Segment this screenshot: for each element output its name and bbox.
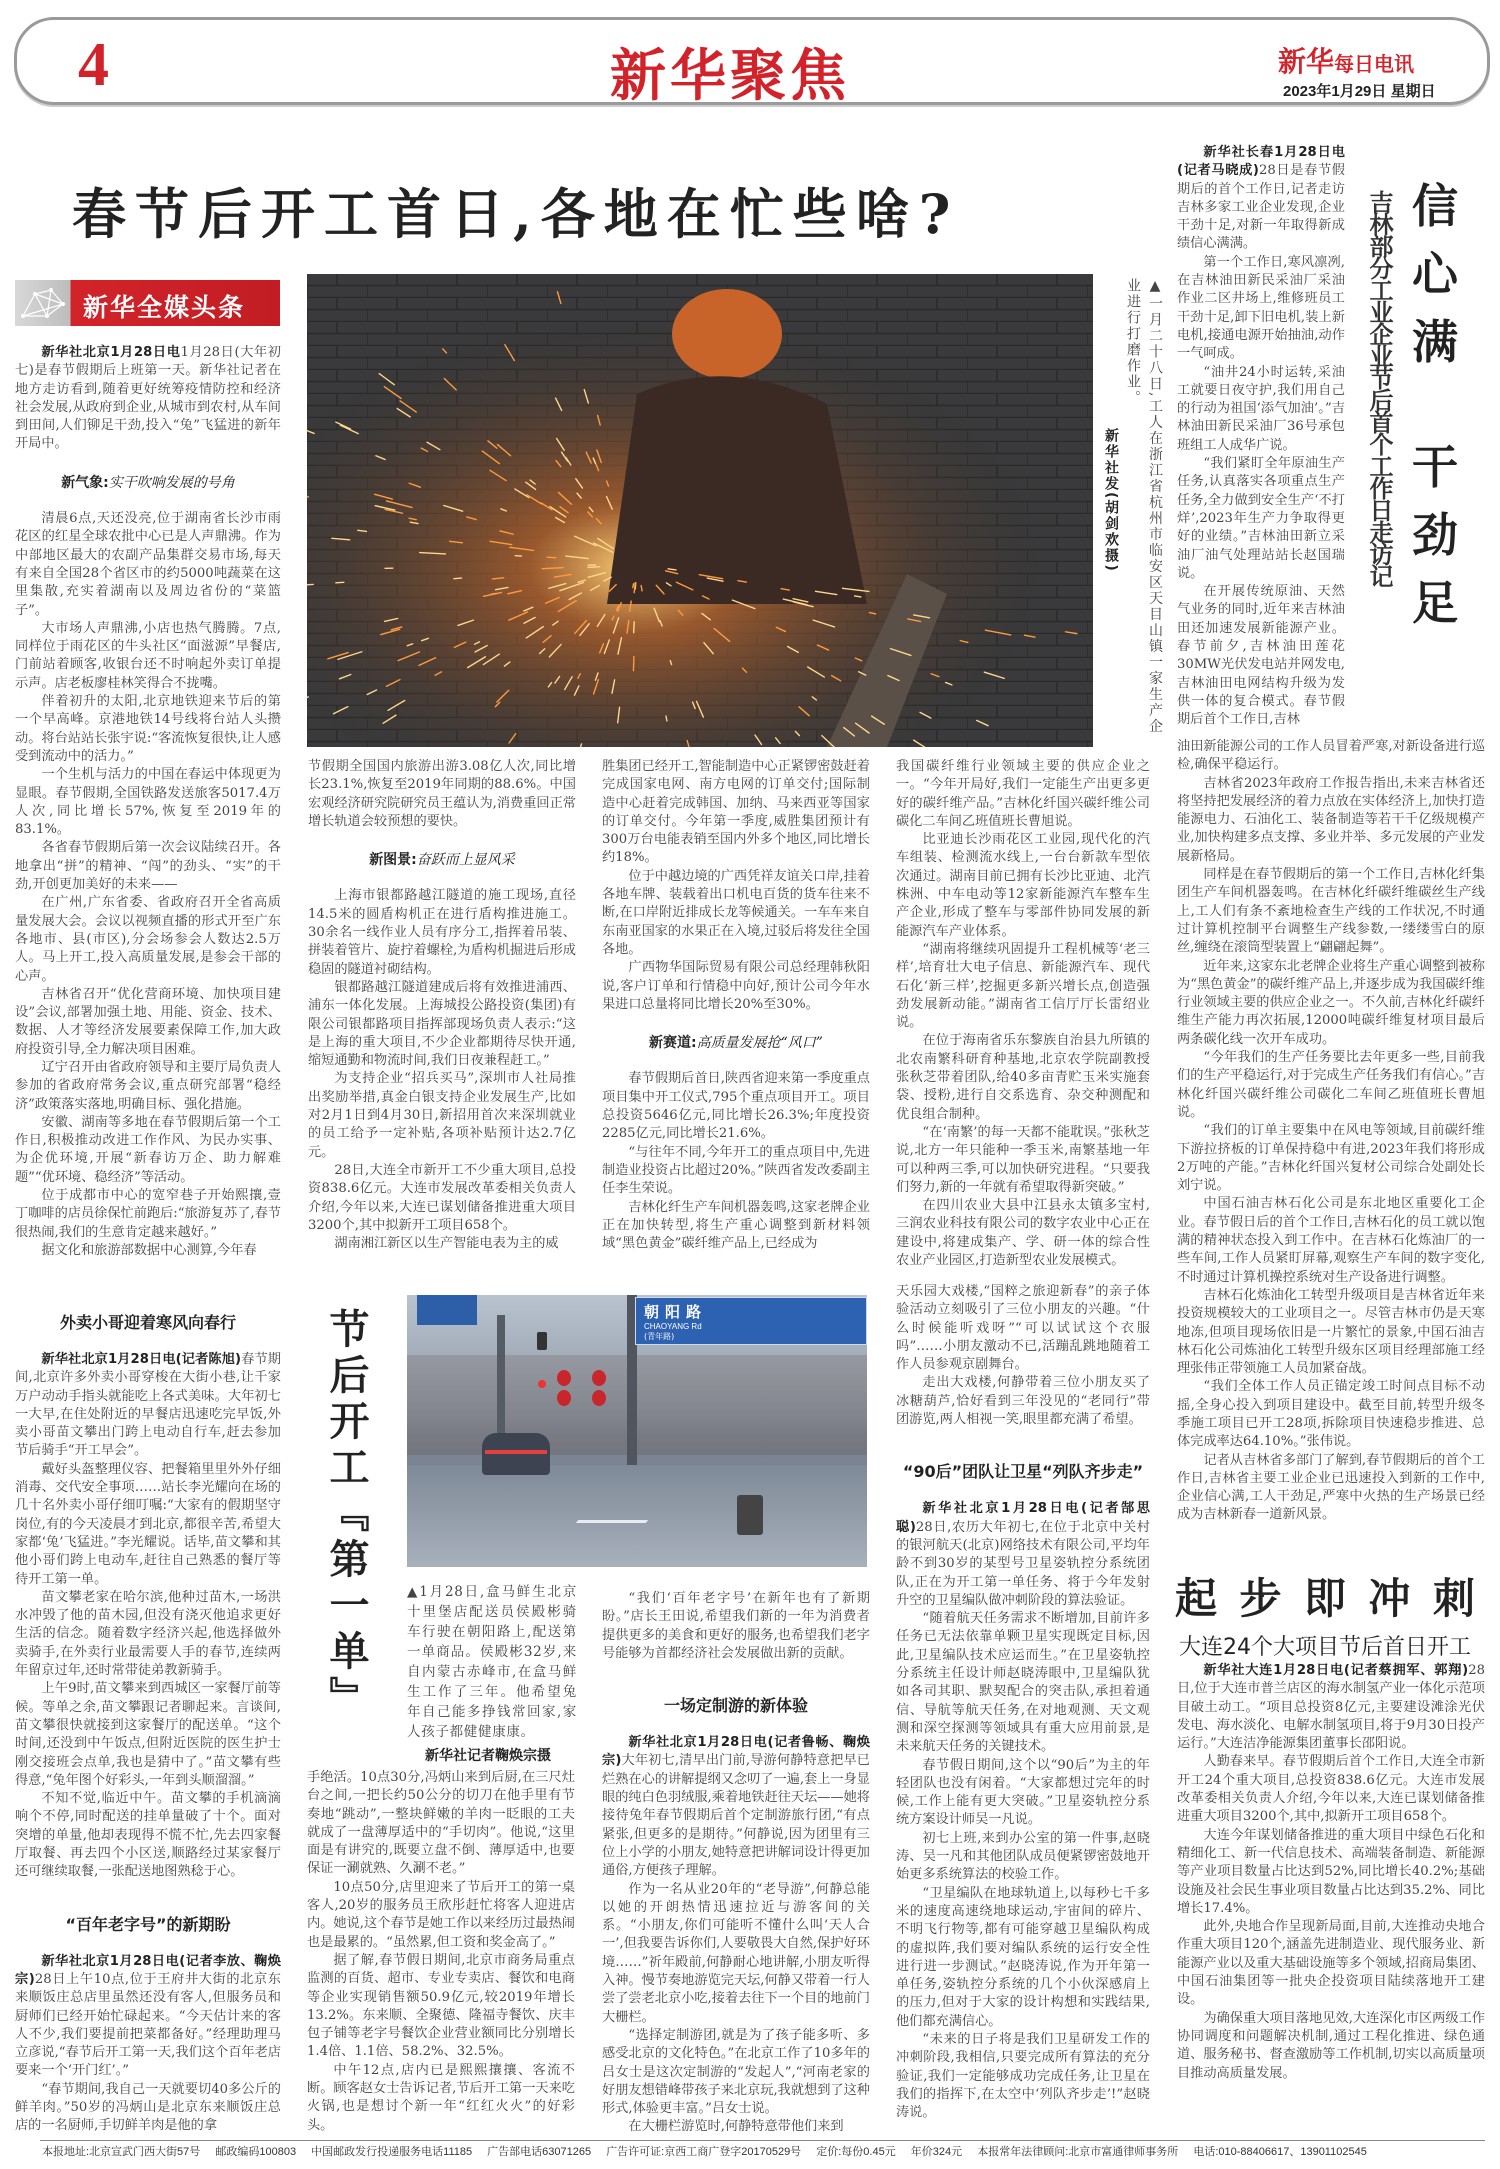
paragraph: 不知不觉,临近中午。苗文攀的手机滴滴响个不停,同时配送的挂单量破了十个。面对突增的单量,他却表现得不慌不忙,先去四家餐厅取餐、再去四个小区送,顺路经过某家餐厅还可继续取餐,一张配送地图熟稔于心。	[15, 1791, 281, 1880]
footer-item: 年价324元	[910, 2146, 963, 2158]
paragraph-text: 28日,位于大连市普兰店区的海水制氢产业一体化示范项目破土动工。“项目总投资8亿元,主要建设滩涂光伏发电、海水淡化、电解水制氢项目,将于9月30日投产运行。”大连洁净能源集团董事长邵阳说。	[1177, 1663, 1485, 1752]
spark	[454, 578, 462, 579]
network-globe-icon	[21, 286, 65, 320]
dalian-article-body	[1177, 1662, 1485, 2083]
article-heading: “90后”团队让卫星“列队齐步走”	[902, 1462, 1144, 1482]
paragraph: “卫星编队在地球轨道上,以每秒七千多米的速度高速绕地球运动,宇宙间的碎片、不明飞行物等,都有可能穿越卫星编队构成的虚拟阵,我们要对编队系统的运行安全性进行进一步测试。”赵晓涛说,作为开年第一单任务,姿轨控分系统的几个小伙深感肩上的压力,但对于大家的设计构想和实践结果,他们都充满信心。	[896, 1885, 1150, 2029]
footer-divider	[40, 2140, 1485, 2141]
section-subheading	[308, 851, 576, 869]
footer-item: 中国邮政发行投递服务电话11185	[311, 2146, 473, 2158]
subheading-text: 高质量发展抢“风口”	[696, 1035, 823, 1052]
paragraph-text: 1月28日(大年初七)是春节假期后上班第一天。新华社记者在地方走访看到,随着更好统筹疫情防控和经济社会发展,从政府到企业,从城市到农村,从车间到田间,人们铆足干劲,投入“兔”飞猛进的新年开局中。	[15, 345, 281, 452]
logo-brand: 新华	[1278, 45, 1335, 78]
main-article-column-4	[896, 758, 1150, 1270]
main-article-column-2	[308, 758, 576, 1253]
paragraph: 在四川农业大县中江县永太镇多宝村,三润农业科技有限公司的数字农业中心正在建设中,将建成集产、学、研一体的综合性农业产业园区,打造新型农业发展模式。	[896, 1198, 1150, 1269]
section-subheading	[15, 474, 281, 492]
spark	[634, 583, 635, 593]
footer-item: 定价:每份0.45元	[816, 2146, 896, 2158]
paragraph: “与往年不同,今年开工的重点项目中,先进制造业投资占比超过20%。”陕西省发改委副主任李生荣说。	[602, 1144, 870, 1197]
dalian-article-subtitle: 大连24个大项目节后首日开工	[1179, 1635, 1471, 1660]
article-heading: 一场定制游的新体验	[663, 1696, 808, 1716]
delivery-rider-icon	[737, 1495, 763, 1535]
photo-delivery-rider-chaoyang-road	[407, 1295, 867, 1567]
title-char: 满	[1412, 315, 1458, 369]
banner-label: 新华全媒头条	[83, 293, 246, 322]
lead-paragraph	[896, 1500, 1150, 1610]
spark	[855, 596, 861, 597]
paragraph-text: 胜集团已经开工,智能制造中心正紧锣密鼓赶着完成国家电网、南方电网的订单交付;国际制造中心赶着完成韩国、加纳、马来西亚等国家的订单交付。今年第一季度,威胜集团预计有300万台电能表销至国内外多个地区,同比增长约18%。	[602, 759, 870, 866]
paragraph: 第一个工作日,寒风凛冽,在吉林油田新民采油厂采油作业二区井场上,维修班员工干劲十足,卸下旧电机,装上新电机,接通电源开始抽油,动作一气呵成。	[1177, 254, 1345, 362]
paragraph-text: 天乐园大戏楼,“国粹之旅迎新春”的亲子体验活动立刻吸引了三位小朋友的兴趣。“什么时候能听戏呀”“可以试试这个衣服吗”……小朋友激动不已,活蹦乱跳地随着工作人员参观京剧舞台。	[896, 1284, 1150, 1373]
title-char: 劲	[1412, 508, 1458, 562]
dateline: 新华社北京1月28日电(记者鲁畅、鞠焕宗)	[602, 1735, 870, 1769]
first-order-column-2	[307, 1769, 575, 2135]
paragraph	[308, 758, 576, 831]
paragraph	[896, 758, 1150, 831]
paragraph: 春节假期后首日,陕西省迎来第一季度重点项目集中开工仪式,795个重点项目开工。项目总投资5646亿元,同比增长26.3%;年度投资2285亿元,同比增长21.6%。	[602, 1071, 870, 1142]
paragraph: 伴着初升的太阳,北京地铁迎来节后的第一个早高峰。京港地铁14号线将台站人头攒动。将台站站长张宇说:“客流恢复很快,让人感受到流动中的活力。”	[15, 694, 281, 764]
section-subheading	[602, 1034, 870, 1052]
paragraph: 10点50分,店里迎来了节后开工的第一桌客人,20岁的服务员王欣彤赶忙将客人迎进店内。她说,这个春节是她工作以来经历过最热闹也是最累的。“虽然累,但工资和奖金高了。”	[307, 1879, 575, 1950]
title-char: 刺	[1432, 1574, 1475, 1623]
paragraph: 苗文攀老家在哈尔滨,他种过苗木,一场洪水冲毁了他的苗木园,但没有浇灭他追求更好生活的信念。随着数字经济兴起,他选择做外卖骑手,在外卖行业最需要人手的春节,连续两年留京过年,还时常带徒弟教新骑手。	[15, 1589, 281, 1679]
road-sign-english: CHAOYANG Rd	[644, 1322, 702, 1331]
paragraph: “在‘南繁’的每一天都不能耽误。”张秋芝说,北方一年只能种一季玉米,南繁基地一年可以种两三季,可以加快研究进程。“只要我们努力,新的一年就有希望取得新突破。”	[896, 1124, 1150, 1195]
dalian-article-title	[1175, 1566, 1475, 1626]
footer-item: 本报常年法律顾问:北京市富通律师事务所	[977, 2146, 1179, 2158]
first-order-column-3	[602, 1590, 870, 2137]
spark	[633, 584, 634, 588]
paragraph: 为确保重大项目落地见效,大连深化市区两级工作协同调度和问题解决机制,通过工程化推进、绿色通道、服务秘书、督查激励等工作机制,切实以高质量项目推动高质量发展。	[1177, 2010, 1485, 2081]
dateline: 新华社长春1月28日电(记者马晓成)	[1177, 145, 1345, 179]
page-headline: 春节后开工首日,各地在忙些啥?	[72, 182, 960, 246]
subheading-text: 奋跃而上显风采	[416, 852, 515, 869]
logo-name: 每日电讯	[1334, 52, 1415, 76]
lead-paragraph	[15, 1351, 281, 1461]
dateline: 新华社大连1月28日电(记者蔡拥军、郭翔)	[1203, 1663, 1469, 1678]
paragraph: 辽宁召开由省政府领导和主要厅局负责人参加的省政府常务会议,重点研究部署“稳经济”政策落实落地,明确目标、强化措施。	[15, 1059, 281, 1112]
paragraph-text: 28日是春节假期后的首个工作日,记者走访吉林多家工业企业发现,企业干劲十足,对新一年取得新成绩信心满满。	[1177, 163, 1345, 252]
footer-item: 本报地址:北京宣武门西大街57号	[42, 2146, 201, 2158]
paragraph: “油井24小时运转,采油工就要日夜守护,我们用自己的行动为祖国‘添气加油’。”吉林油田新民采油厂36号承包班组工人成华广说。	[1177, 364, 1345, 453]
paragraph: 安徽、湖南等多地在春节假期后第一个工作日,积极推动改进工作作风、为民办实事、为企优环境,开展“新春访万企、助力解难题”“优环境、稳经济”等活动。	[15, 1114, 281, 1185]
paragraph: 吉林石化炼油化工转型升级项目是吉林省近年来投资规模较大的工业项目之一。尽管吉林市仍是天寒地冻,但项目现场依旧是一片繁忙的景象,中国石油吉林石化公司炼油化工转型升级东区项目经理部施工经理张伟正带领施工人员加紧奋战。	[1177, 1287, 1485, 1377]
road-sign	[635, 1297, 867, 1345]
road-sign-name: 朝阳路	[644, 1303, 708, 1321]
paragraph: 在大栅栏游览时,何静特意带他们来到	[628, 2119, 844, 2135]
paragraph: 大连今年谋划储备推进的重大项目中绿色石化和精细化工、新一代信息技术、高端装备制造、新能源等产业项目数量占比达到52%,同比增长40.2%;基础设施及社会民生事业项目数量占比达到35.2%、同比增长17.4%。	[1177, 1827, 1485, 1916]
paragraph: 各省春节假期后第一次会议陆续召开。各地拿出“拼”的精神、“闯”的劲头、“实”的干劲,开创更加美好的未来——	[15, 840, 281, 893]
lead-paragraph	[1177, 1662, 1485, 1753]
worker-body	[607, 376, 867, 604]
issue-date: 2023年1月29日 星期日	[1283, 83, 1436, 100]
paragraph: 湖南湘江新区以生产智能电表为主的威	[334, 1236, 559, 1252]
main-article-column-1	[15, 344, 281, 1260]
paragraph: “我们全体工作人员正锚定竣工时间点目标不动摇,全身心投入到项目建设中。截至目前,转型升级冬季施工项目已开工28项,拆除项目快速稳步推进、总体完成率达64.10%。”张伟说。	[1177, 1379, 1485, 1450]
paragraph: “湖南将继续巩固提升工程机械等‘老三样’,培育壮大电子信息、新能源汽车、现代石化‘新三样’,挖掘更多新兴增长点,创造强劲发展新动能。”湖南省工信厅厅长雷绍业说。	[896, 941, 1150, 1031]
paragraph: 比亚迪长沙雨花区工业园,现代化的汽车组装、检测流水线上,一台台新款车型依次通过。湖南目前已拥有长沙比亚迪、北汽株洲、中车电动等12家新能源汽车整车生产企业,形成了整车与零部件协同发展的新能源汽车产业体系。	[896, 832, 1150, 939]
jilin-article-wide-column	[1177, 738, 1485, 1525]
title-char: 足	[1412, 576, 1458, 630]
paragraph-text: 28日上午10点,位于王府井大街的北京东来顺饭庄总店里虽然还没有客人,但服务员和厨师们已经开始忙碌起来。“今天估计来的客人不少,我们要提前把菜都备好。”经理助理马立彦说,“春节后开工第一天,我们这个百年老店要来一个‘开门红’。”	[15, 1971, 281, 2079]
paragraph	[896, 1283, 1150, 1374]
footer-item: 邮政编码100803	[215, 2146, 297, 2158]
paragraph-text: 油田新能源公司的工作人员冒着严寒,对新设备进行巡检,确保平稳运行。	[1177, 739, 1485, 773]
section-title: 新华聚焦	[610, 43, 850, 109]
lead-paragraph	[15, 1953, 281, 2081]
spark	[588, 567, 600, 568]
road-sign-sub: (青年路)	[644, 1332, 675, 1341]
footer-imprint	[42, 2145, 1487, 2159]
paragraph: 走出大戏楼,何静带着三位小朋友买了冰糖葫芦,恰好看到三年没见的“老同行”带团游览,两人相视一笑,眼里都充满了希望。	[896, 1375, 1150, 1428]
main-article-column-3	[602, 758, 870, 1253]
article-heading: “百年老字号”的新期盼	[65, 1914, 231, 1934]
paragraph: 位于成都市中心的宽窄巷子开始熙攘,壹丁咖啡的店员徐保忙前跑后:“旅游复苏了,春节很热闹,我们的生意肯定越来越好。”	[15, 1188, 281, 1240]
worker-helmet	[672, 289, 782, 379]
dateline: 新华社北京1月28日电(记者李放、鞠焕宗)	[15, 1953, 281, 1987]
spark	[666, 716, 667, 721]
photo1-credit: 新华社发(胡剑欢摄)	[1103, 428, 1119, 573]
paragraph: 在位于海南省乐东黎族自治县九所镇的北农南繁科研育种基地,北京农学院副教授张秋芝带着团队,给40多亩青贮玉米实施套袋、授粉,进行自交系选育、杂交种测配和优良组合制种。	[896, 1033, 1150, 1122]
photo1-caption	[1100, 278, 1166, 748]
paragraph: 银都路越江隧道建成后将有效推进浦西、浦东一体化发展。上海城投公路投资(集团)有限公司银都路项目指挥部现场负责人表示:“这是上海的重大项目,不少企业都期待尽快开通,缩短通勤和物流时间,我们日夜兼程赶工。”	[308, 979, 576, 1069]
first-order-column-4	[896, 1283, 1150, 2122]
paragraph: 初七上班,来到办公室的第一件事,赵晓涛、吴一凡和其他团队成员便紧锣密鼓地开始更多系统算法的校验工作。	[896, 1830, 1150, 1883]
jilin-article-subtitle: 吉林部分工业企业节后首个工作日走访记	[1365, 190, 1393, 586]
paragraph: “未来的日子将是我们卫星研发工作的冲刺阶段,我相信,只要完成所有算法的充分验证,我们一定能够成功完成任务,让卫星在我们的指挥下,在太空中‘列队齐步走’!”赵晓涛说。	[896, 2031, 1150, 2121]
lead-paragraph	[1177, 144, 1345, 254]
paragraph-text: 春节期间,北京许多外卖小哥穿梭在大街小巷,让千家万户动动手指头就能吃上各式美味。大年初七一大早,在住处附近的早餐店迅速吃完早饭,外卖小哥苗文攀出门跨上电动自行车,赶去参加节后骑手“开工早会”。	[15, 1352, 281, 1459]
traffic-light-icon	[537, 1332, 547, 1350]
dateline: 新华社北京1月28日电	[41, 345, 181, 360]
paragraph: 记者从吉林省多部门了解到,春节假期后的首个工作日,吉林省主要工业企业已迅速投入到新的工作中,企业信心满,工人干劲足,严寒中火热的生产场景已经成为吉林新春一道新风景。	[1177, 1452, 1485, 1523]
paragraph	[602, 758, 870, 868]
paragraph: 清晨6点,天还没亮,位于湖南省长沙市雨花区的红星全球农批中心已是人声鼎沸。作为中部地区最大的农副产品集群交易市场,每天有来自全国28个省区市的约5000吨蔬菜在这里集散,充实着湖南以及周边省份的“菜篮子”。	[15, 511, 281, 618]
paragraph: 人勤春来早。春节假期后首个工作日,大连全市新开工24个重大项目,总投资838.6亿元。大连市发展改革委相关负责人介绍,今年以来,大连已谋划储备推进重大项目3200个,其中,拟新开工项目658个。	[1177, 1754, 1485, 1825]
subheading-label: 新气象:	[61, 474, 109, 491]
paragraph: 在开展传统原油、天然气业务的同时,近年来吉林油田还加速发展新能源产业。春节前夕,吉林油田莲花30MW光伏发电站并网发电,吉林油田电网结构升级为发供一体的复合模式。春节假期后首个工作日,吉林	[1177, 584, 1345, 728]
title-char: 信	[1412, 179, 1458, 233]
first-order-section-title: 节后开工『第一单』	[323, 1308, 370, 1722]
paragraph: 吉林化纤生产车间机器轰鸣,这家老牌企业正在加快转型,将生产重心调整到新材料领域“黑色黄金”碳纤维产品上,已经成为	[602, 1199, 870, 1252]
media-banner	[15, 280, 280, 326]
page-number: 4	[78, 31, 109, 99]
dateline: 新华社北京1月28日电(记者陈旭)	[41, 1352, 242, 1367]
spark	[547, 557, 556, 558]
paragraph: “我们紧盯全年原油生产任务,认真落实各项重点生产任务,全力做到安全生产‘不打烊’,2023年生产力争取得更好的业绩。”吉林油田新立采油厂油气处理站站长赵国瑞说。	[1177, 456, 1345, 581]
paragraph: 一个生机与活力的中国在春运中体现更为显眼。春节假期,全国铁路发送旅客5017.4万人次,同比增长57%,恢复至2019年的83.1%。	[15, 767, 281, 838]
paragraph: 吉林省2023年政府工作报告指出,未来吉林省还将坚持把发展经济的着力点放在实体经济上,加快打造能源电力、石油化工、装备制造等若干千亿级规模产业,加快构建多点支撑、多业并举、多元发展的产业发展新格局。	[1177, 775, 1485, 864]
newspaper-logo	[1278, 40, 1414, 80]
subheading-label: 新赛道:	[649, 1035, 697, 1052]
paragraph: 为支持企业“招兵买马”,深圳市人社局推出奖励举措,真金白银支持企业发展生产,比如对2月1日到4月30日,新招用首次来深圳就业的员工给予一定补贴,各项补贴预计达2.7亿元。	[308, 1071, 576, 1160]
title-char: 步	[1239, 1574, 1282, 1623]
paragraph: 28日,大连全市新开工不少重大项目,总投资838.6亿元。大连市发展改革委相关负责人介绍,今年以来,大连已谋划储备推进重大项目3200个,其中拟新开工项目658个。	[308, 1162, 576, 1233]
paragraph: 上午9时,苗文攀来到西城区一家餐厅前等候。等单之余,苗文攀跟记者聊起来。言谈间,苗文攀很快就接到这家餐厅的配送单。“这个时间,还没到中午饭点,但附近医院的医生护士刚交接班会点单,我也是猜中了。”苗文攀有些得意,“兔年图个好彩头,一年到头顺溜溜。”	[15, 1681, 281, 1788]
paragraph: 作为一名从业20年的“老导游”,何静总能以她的开朗热情迅速拉近与游客间的关系。“小朋友,你们可能听不懂什么叫‘天人合一’,但我要告诉你们,人要敬畏大自然,保护好环境……”祈年殿前,何静耐心地讲解,小朋友听得入神。慢节奏地游览完天坛,何静又带着一行人尝了尝老北京小吃,接着去往下一个目的地前门大栅栏。	[602, 1881, 870, 2025]
paragraph: “我们‘百年老字号’在新年也有了新期盼。”店长王田说,希望我们新的一年为消费者提供更多的美食和更好的服务,也希望我们老字号能够为首都经济社会发展做出新的贡献。	[602, 1591, 870, 1661]
paragraph: 吉林省召开“优化营商环境、加快项目建设”会议,部署加强土地、用能、资金、技术、数据、人才等经济发展要素保障工作,加大政府投资引导,全力解决项目困难。	[15, 986, 281, 1057]
paragraph: “随着航天任务需求不断增加,目前许多任务已无法依靠单颗卫星实现既定目标,因此,卫星编队技术应运而生。”在卫星姿轨控分系统主任设计师赵晓涛眼中,卫星编队犹如各司其职、默契配合的突击队,承担着通信、导航等航天任务,在对地观测、天文观测和深空探测等领域具有重大应用前景,是未来航天任务的关键技术。	[896, 1611, 1150, 1755]
car-icon	[482, 1433, 550, 1475]
title-char: 冲	[1368, 1574, 1411, 1623]
paragraph: 大市场人声鼎沸,小店也热气腾腾。7点,同样位于雨花区的牛头社区“面滋源”早餐店,门前站着顾客,收银台还不时响起外卖订单提示声。店老板廖桂林笑得合不拢嘴。	[15, 620, 281, 691]
photo2-credit: 新华社记者鞠焕宗摄	[425, 1748, 551, 1764]
paragraph: “我们的订单主要集中在风电等领域,目前碳纤维下游拉挤板的订单保持稳中有进,2023年我们将形成2万吨的产能。”吉林化纤国兴复材公司综合处副处长刘宁说。	[1177, 1123, 1485, 1194]
paragraph: 同样是在春节假期后的第一个工作日,吉林化纤集团生产车间机器轰鸣。在吉林化纤碳纤维碳丝生产线上,工人们有条不紊地检查生产线的工作状况,不时通过计算机控制平台调整生产线参数,一缕缕雪白的原丝,缠绕在滚筒型装置上“翩翩起舞”。	[1177, 867, 1485, 956]
dateline: 新华社北京1月28日电(记者郜思聪)	[896, 1501, 1150, 1535]
footer-item: 广告部电话63071265	[487, 2146, 592, 2158]
lead-paragraph	[602, 1734, 870, 1880]
jilin-article-narrow-column	[1177, 144, 1345, 730]
photo2-caption: ▲1月28日,盒马鲜生北京十里堡店配送员侯殿彬骑车行驶在朝阳路上,配送第一单商品。侯殿彬32岁,来自内蒙古赤峰市,在盒马鲜生工作了三年。他希望兔年自己能多挣钱常回家,家人孩子都健健康康。	[407, 1584, 577, 1740]
paragraph: 中国石油吉林石化公司是东北地区重要化工企业。春节假日后的首个工作日,吉林石化的员工就以饱满的精神状态投入到工作中。在吉林石化炼油厂的一些车间,工作人员紧盯屏幕,观察生产车间的数字变化,不时通过计算机操控系统对生产设备进行调整。	[1177, 1196, 1485, 1285]
paragraph-text: 28日,农历大年初七,在位于北京中关村的银河航天(北京)网络技术有限公司,平均年龄不到30岁的某型号卫星姿轨控分系统团队,正在为开工第一单任务、将于今年发射升空的卫星编队做冲刺阶段的算法验证。	[896, 1519, 1150, 1608]
paragraph: 近年来,这家东北老牌企业将生产重心调整到被称为“黑色黄金”的碳纤维产品上,并逐步成为我国碳纤维行业领域主要的供应企业之一。不久前,吉林化纤碳纤维生产能力再次拓展,12000吨碳纤维复材项目最后两条碳化线一次开车成功。	[1177, 958, 1485, 1047]
paragraph: 据了解,春节假日期间,北京市商务局重点监测的百货、超市、专业专卖店、餐饮和电商等企业实现销售额50.9亿元,较2019年增长13.2%。东来顺、全聚德、隆福寺餐饮、庆丰包子铺等老字号餐饮企业营业额同比分别增长1.4倍、1.1倍、58.2%、32.5%。	[307, 1952, 575, 2060]
paragraph: 位于中越边境的广西凭祥友谊关口岸,挂着各地车牌、装载着出口机电百货的货车往来不断,在口岸附近排成长龙等候通关。一车车来自东南亚国家的水果正在入境,过驳后将发往全国各地。	[602, 868, 870, 957]
paragraph	[1177, 738, 1485, 775]
footer-item: 电话:010-88406617、13901102545	[1193, 2146, 1367, 2158]
paragraph: 上海市银都路越江隧道的施工现场,直径14.5米的圆盾构机正在进行盾构推进施工。30余名一线作业人员有序分工,指挥着吊装、拼装着管片、旋拧着螺栓,为盾构机掘进后形成稳固的隧道衬砌结构。	[308, 888, 576, 977]
paragraph-text: 手绝活。10点30分,冯炳山来到后厨,在三尺灶台之间,一把长约50公分的切刀在他手里有节奏地“跳动”,一整块鲜嫩的羊肉一眨眼的工夫就成了一盘薄厚适中的“手切肉”。他说,“这里面是有讲究的,既要立盘不倒、薄厚适中,也要保证一涮就熟、久涮不老。”	[307, 1770, 575, 1877]
subheading-text: 实干吹响发展的号角	[108, 474, 235, 491]
paragraph-text: 大年初七,清早出门前,导游何静特意把早已烂熟在心的讲解提纲又念叨了一遍,套上一身显眼的纯白色羽绒服,乘着地铁赶往天坛——她将接待兔年春节假期后首个定制游旅行团,“有点紧张,但更多的是期待。”何静说,因为团里有三位上小学的小朋友,她特意把讲解词设计得更加通俗,方便孩子理解。	[602, 1753, 870, 1879]
paragraph: “选择定制游团,就是为了孩子能多听、多感受北京的文化特色。”在北京工作了10多年的吕女士是这次定制游的“发起人”,“河南老家的好朋友想错峰带孩子来北京玩,我就想到了这种形式,体验更丰富。”吕女士说。	[602, 2027, 870, 2117]
photo-worker-grinding-sparks	[307, 274, 1093, 747]
paragraph: “今年我们的生产任务要比去年更多一些,目前我们的生产平稳运行,对于完成生产任务我们有信心。”吉林化纤国兴碳纤维公司碳化二车间乙班值班长曹旭说。	[1177, 1050, 1485, 1120]
title-char: 即	[1303, 1574, 1346, 1623]
jilin-article-title	[1412, 170, 1458, 633]
paragraph: 此外,央地合作呈现新局面,目前,大连推动央地合作重大项目120个,涵盖先进制造业、现代服务业、新能源产业以及重大基础设施等多个领域,招商局集团、中国石油集团等一批央企投资项目陆续落地开工建设。	[1177, 1919, 1485, 2008]
spark	[634, 622, 635, 633]
paragraph: 春节假日期间,这个以“90后”为主的年轻团队也没有闲着。“大家都想过完年的时候,工作上能有更大突破。”卫星姿轨控分系统方案设计师吴一凡说。	[896, 1757, 1150, 1828]
paragraph	[307, 1769, 575, 1879]
paragraph: 广西物华国际贸易有限公司总经理韩秋阳说,客户订单和行情稳中向好,预计公司今年水果进口总量将同比增长20%至30%。	[602, 960, 870, 1012]
title-char: 起	[1175, 1574, 1218, 1623]
photo1-caption-text: ▲一月二十八日,工人在浙江省杭州市临安区天目山镇一家生产企业进行打磨作业。	[1125, 278, 1163, 735]
article-heading: 外卖小哥迎着寒风向春行	[59, 1313, 236, 1332]
first-order-column-1	[15, 1310, 281, 2136]
paragraph: 据文化和旅游部数据中心测算,今年春	[41, 1242, 257, 1258]
subheading-label: 新图景:	[369, 852, 417, 869]
paragraph: 中午12点,店内已是熙熙攘攘、客流不断。顾客赵女士告诉记者,节后开工第一天来吃火锅,也是想讨个新一年“红红火火”的好彩头。	[307, 2062, 575, 2133]
spark	[641, 586, 642, 591]
paragraph: 在广州,广东省委、省政府召开全省高质量发展大会。会议以视频直播的形式开至广东各地市、县(市区),分会场参会人数达2.5万人。马上开工,投入高质量发展,是参会干部的心声。	[15, 895, 281, 984]
footer-item: 广告许可证:京西工商广登字20170529号	[606, 2146, 802, 2158]
sparks-photo-graphic	[307, 274, 1093, 747]
title-char: 干	[1412, 440, 1458, 494]
lead-paragraph	[15, 344, 281, 454]
paragraph-text: 节假期全国国内旅游出游3.08亿人次,同比增长23.1%,恢复至2019年同期的88.6%。中国宏观经济研究院研究员王蕴认为,消费重回正常增长轨道会较预想的要快。	[308, 759, 576, 829]
paragraph-text: 我国碳纤维行业领域主要的供应企业之一。“今年开局好,我们一定能生产出更多更好的碳纤维产品。”吉林化纤国兴碳纤维公司碳化二车间乙班值班长曹旭说。	[896, 759, 1150, 829]
paragraph: 戴好头盔整理仪容、把餐箱里里外外仔细消毒、交代安全事项……站长李光耀向在场的几十名外卖小哥仔细叮嘱:“大家有的假期坚守岗位,有的今天凌晨才到北京,都很辛苦,希望大家都‘兔’飞猛进。”李光耀说。话毕,苗文攀和其他小哥们跨上电动车,赶往自己熟悉的餐厅等待开工第一单。	[15, 1461, 281, 1587]
title-char: 心	[1412, 247, 1458, 301]
paragraph: “春节期间,我自己一天就要切40多公斤的鲜羊肉。”50岁的冯炳山是北京东来顺饭庄总店的一名厨师,手切鲜羊肉是他的拿	[15, 2081, 281, 2134]
